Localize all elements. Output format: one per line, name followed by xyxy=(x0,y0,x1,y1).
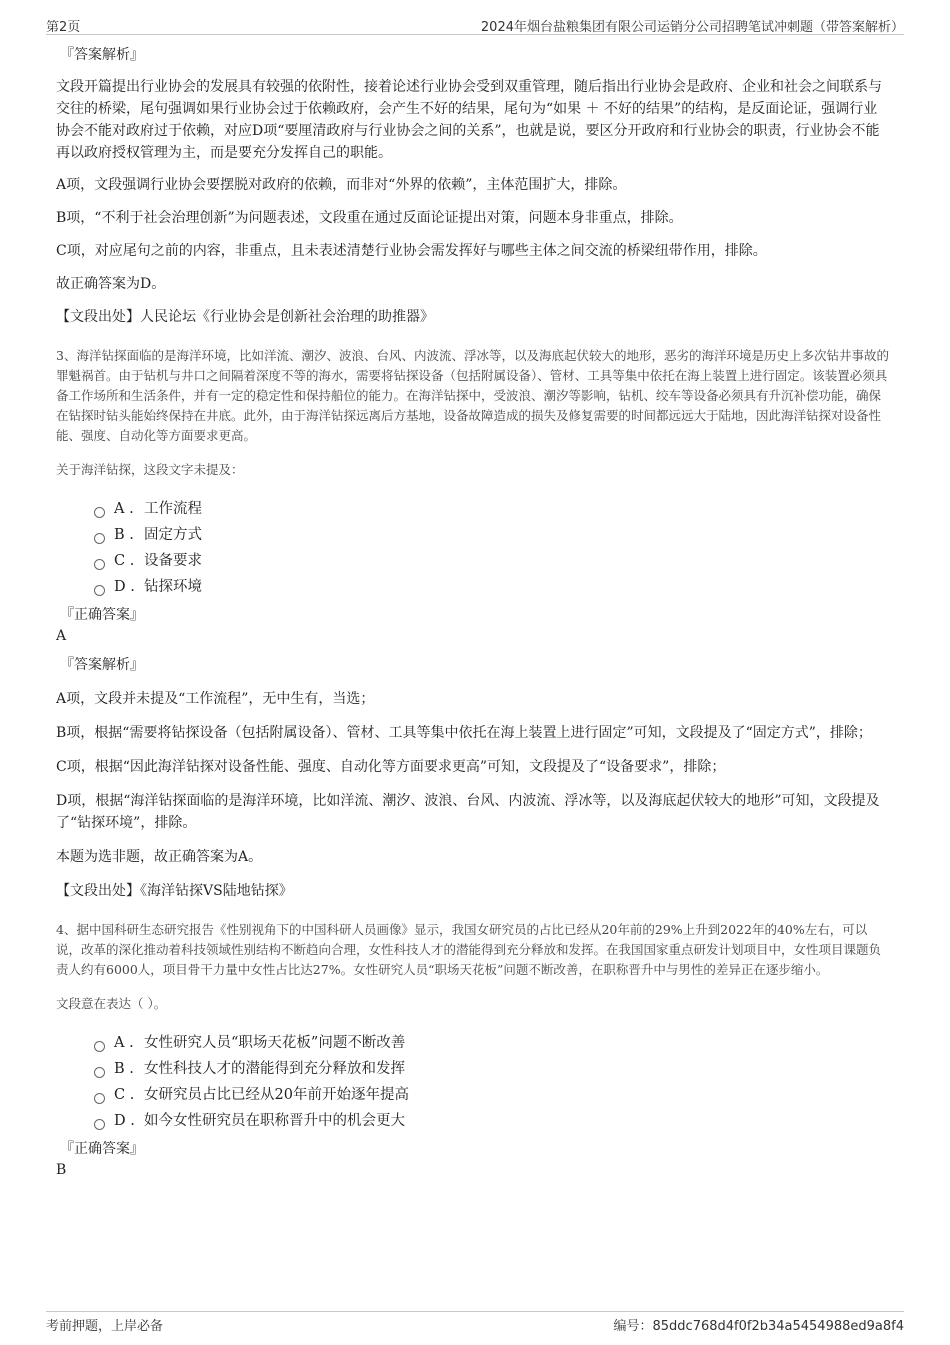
analysis-paragraph: A项，文段并未提及“工作流程”，无中生有，当选； xyxy=(56,691,375,707)
radio-icon[interactable] xyxy=(94,1119,105,1130)
option-text: 固定方式 xyxy=(144,527,202,543)
correct-answer-label: 『正确答案』 xyxy=(60,1141,144,1157)
option-a[interactable] xyxy=(94,496,890,522)
radio-icon[interactable] xyxy=(94,1067,105,1078)
option-text: 设备要求 xyxy=(144,553,202,569)
radio-icon[interactable] xyxy=(94,559,105,570)
option-text: 女性研究人员“职场天花板”问题不断改善 xyxy=(144,1035,406,1051)
option-text: 女研究员占比已经从20年前开始逐年提高 xyxy=(144,1087,409,1103)
question-4-options xyxy=(94,1030,890,1134)
analysis-label: 『答案解析』 xyxy=(60,47,144,63)
option-letter: C . xyxy=(114,1087,135,1103)
analysis-paragraph: C项，对应尾句之前的内容，非重点，且未表述清楚行业协会需发挥好与哪些主体之间交流的桥梁纽带作用，排除。 xyxy=(56,243,767,259)
question-3-text: 3、海洋钻探面临的是海洋环境，比如洋流、潮汐、波浪、台风、内波流、浮冰等，以及海底起伏较大的地形，恶劣的海洋环境是历史上多次钻井事故的罪魁祸首。由于钻机与井口之间隔着深度不等的海水，需要将钻探设备（包括附属设备）、管材、工具等集中依托在海上装置上进行固定。该装置必须具备工作场所和生活条件，并有一定的稳定性和保持船位的能力。在海洋钻探中，受波浪、潮汐等影响，钻机、绞车等设备必须具有升沉补偿功能，确保在钻探时钻头能始终保持在井底。此外，由于海洋钻探远离后方基地，设备故障造成的损失及修复需要的时间都远远大于陆地，因此海洋钻探对设备性能、强度、自动化等方面要求更高。 xyxy=(56,348,889,443)
radio-icon[interactable] xyxy=(94,1093,105,1104)
analysis-paragraph: 本题为选非题，故正确答案为A。 xyxy=(56,849,263,865)
option-c[interactable] xyxy=(94,548,890,574)
question-3-prompt: 关于海洋钻探，这段文字未提及： xyxy=(56,462,244,477)
option-letter: B . xyxy=(114,527,134,543)
option-letter: D . xyxy=(114,1113,135,1129)
analysis-label: 『答案解析』 xyxy=(60,657,144,673)
page-number: 第2页 xyxy=(46,20,81,35)
option-letter: D . xyxy=(114,579,135,595)
option-letter: C . xyxy=(114,553,135,569)
analysis-paragraph: C项，根据“因此海洋钻探对设备性能、强度、自动化等方面要求更高”可知，文段提及了“设备要求”，排除； xyxy=(56,759,726,775)
source-citation: 【文段出处】《海洋钻探VS陆地钻探》 xyxy=(56,883,293,899)
radio-icon[interactable] xyxy=(94,585,105,596)
source-citation: 【文段出处】人民论坛《行业协会是创新社会治理的助推器》 xyxy=(56,309,434,325)
analysis-paragraph: B项，根据“需要将钻探设备（包括附属设备）、管材、工具等集中依托在海上装置上进行固定”可知，文段提及了“固定方式”，排除； xyxy=(56,725,872,741)
option-letter: A . xyxy=(114,501,134,517)
option-d[interactable] xyxy=(94,1108,890,1134)
option-text: 女性科技人才的潜能得到充分释放和发挥 xyxy=(144,1061,405,1077)
footer-slogan: 考前押题，上岸必备 xyxy=(46,1319,164,1334)
document-id: 编号：85ddc768d4f0f2b34a5454988ed9a8f4 xyxy=(613,1319,904,1334)
analysis-paragraph: 文段开篇提出行业协会的发展具有较强的依附性，接着论述行业协会受到双重管理，随后指出行业协会是政府、企业和社会之间联系与交往的桥梁，尾句强调如果行业协会过于依赖政府，会产生不好的结果，尾句为“如果 ＋ 不好的结果”的结构，是反面论证，强调行业协会不能对政府过于依赖，对应D项“要厘清政府与行业协会之间的关系”，也就是说，要区分开政府和行业协会的职责，行业协会不能再以政府授权管理为主，而是要充分发挥自己的职能。 xyxy=(56,79,882,161)
option-a[interactable] xyxy=(94,1030,890,1056)
question-4-text: 4、据中国科研生态研究报告《性别视角下的中国科研人员画像》显示，我国女研究员的占比已经从20年前的29%上升到2022年的40%左右，可以说，改革的深化推动着科技领域性别结构不断趋向合理，女性科技人才的潜能得到充分释放和发挥。在我国国家重点研发计划项目中，女性项目课题负责人约有6000人，项目骨干力量中女性占比达27%。女性研究人员“职场天花板”问题不断改善，在职称晋升中与男性的差异正在逐步缩小。 xyxy=(56,922,882,977)
analysis-paragraph: D项，根据“海洋钻探面临的是海洋环境，比如洋流、潮汐、波浪、台风、内波流、浮冰等，以及海底起伏较大的地形”可知，文段提及了“钻探环境”，排除。 xyxy=(56,793,880,831)
document-title: 2024年烟台盐粮集团有限公司运销分公司招聘笔试冲刺题（带答案解析） xyxy=(480,20,904,35)
question-3-options xyxy=(94,496,890,600)
radio-icon[interactable] xyxy=(94,507,105,518)
radio-icon[interactable] xyxy=(94,533,105,544)
question-4-prompt: 文段意在表达（ ）。 xyxy=(56,996,167,1011)
option-d[interactable] xyxy=(94,574,890,600)
page-footer xyxy=(46,1311,904,1334)
correct-answer: B xyxy=(56,1162,67,1178)
option-b[interactable] xyxy=(94,522,890,548)
option-letter: B . xyxy=(114,1061,134,1077)
correct-answer-label: 『正确答案』 xyxy=(60,607,144,623)
option-c[interactable] xyxy=(94,1082,890,1108)
page-header xyxy=(46,14,904,35)
option-text: 钻探环境 xyxy=(144,579,202,595)
analysis-paragraph: B项，“不利于社会治理创新”为问题表述，文段重在通过反面论证提出对策，问题本身非重点，排除。 xyxy=(56,210,683,226)
document-content xyxy=(56,44,890,1188)
option-text: 如今女性研究员在职称晋升中的机会更大 xyxy=(144,1113,405,1129)
correct-answer: A xyxy=(56,628,67,644)
option-text: 工作流程 xyxy=(144,501,202,517)
radio-icon[interactable] xyxy=(94,1041,105,1052)
analysis-paragraph: A项，文段强调行业协会要摆脱对政府的依赖，而非对“外界的依赖”，主体范围扩大，排除。 xyxy=(56,177,627,193)
analysis-paragraph: 故正确答案为D。 xyxy=(56,276,166,292)
option-letter: A . xyxy=(114,1035,134,1051)
option-b[interactable] xyxy=(94,1056,890,1082)
